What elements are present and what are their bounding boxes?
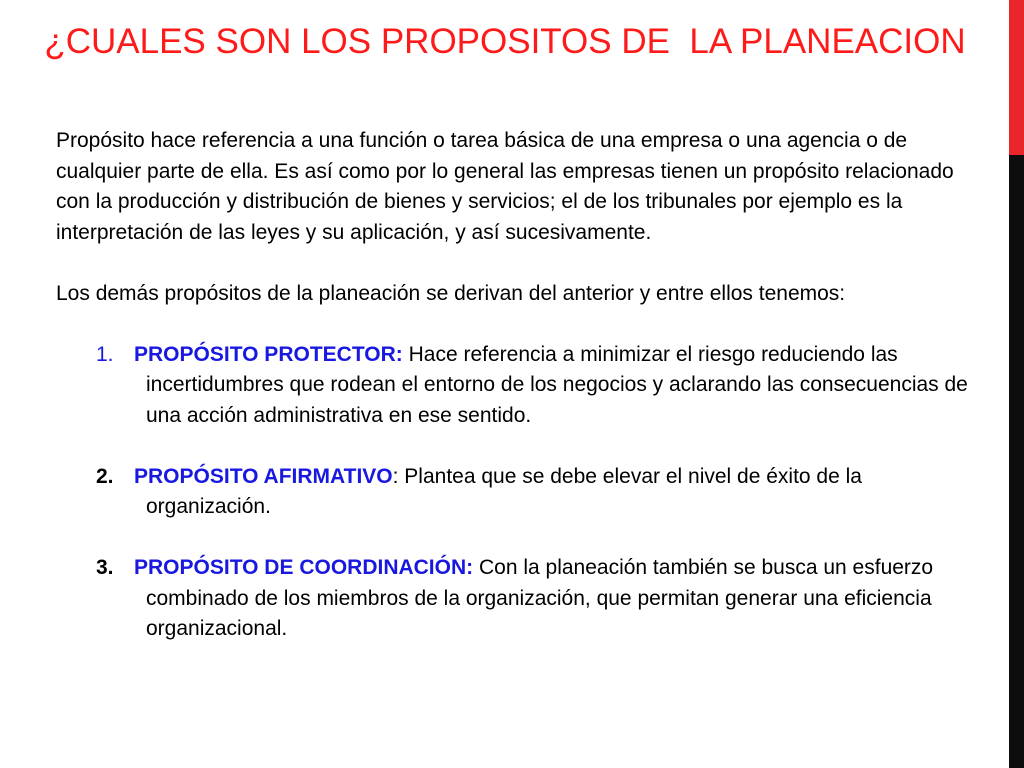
list-text: Hace referencia a minimizar el riesgo reduciendo las incertidumbres que rodean el entorno de los negocios y aclarando las consecuencias de una acción administrativa en ese sentido. bbox=[146, 342, 968, 427]
list-item-afirmativo bbox=[56, 462, 976, 523]
purposes-list bbox=[56, 340, 976, 645]
list-text: Plantea que se debe elevar el nivel de éxito de la organización. bbox=[146, 464, 862, 518]
list-term: PROPÓSITO PROTECTOR: bbox=[134, 342, 403, 366]
list-number: 1. bbox=[96, 342, 114, 366]
list-text: Con la planeación también se busca un esfuerzo combinado de los miembros de la organización, que permitan generar una eficiencia organizacional. bbox=[146, 556, 934, 640]
accent-bar-red bbox=[1009, 0, 1024, 155]
slide-body bbox=[56, 126, 976, 645]
list-number: 2. bbox=[96, 464, 114, 488]
list-term: PROPÓSITO AFIRMATIVO bbox=[134, 464, 393, 488]
list-separator: : bbox=[392, 464, 399, 488]
slide-title: ¿CUALES SON LOS PROPOSITOS DE LA PLANEACION bbox=[44, 22, 966, 61]
list-item-coordinacion bbox=[56, 553, 976, 645]
list-number: 3. bbox=[96, 556, 114, 579]
paragraph-definition: Propósito hace referencia a una función o tarea básica de una empresa o una agencia o de cualquier parte de ella. Es así como por lo general las empresas tienen un propósito relacionado con la producción y distribución de bienes y servicios; el de los tribunales por ejemplo es la interpretación de las leyes y su aplicación, y así sucesivamente. bbox=[56, 129, 954, 244]
list-item-protector bbox=[56, 340, 976, 432]
list-term: PROPÓSITO DE COORDINACIÓN: bbox=[134, 556, 474, 579]
accent-bar-black bbox=[1009, 155, 1024, 768]
paragraph-intro: Los demás propósitos de la planeación se derivan del anterior y entre ellos tenemos: bbox=[56, 281, 846, 305]
